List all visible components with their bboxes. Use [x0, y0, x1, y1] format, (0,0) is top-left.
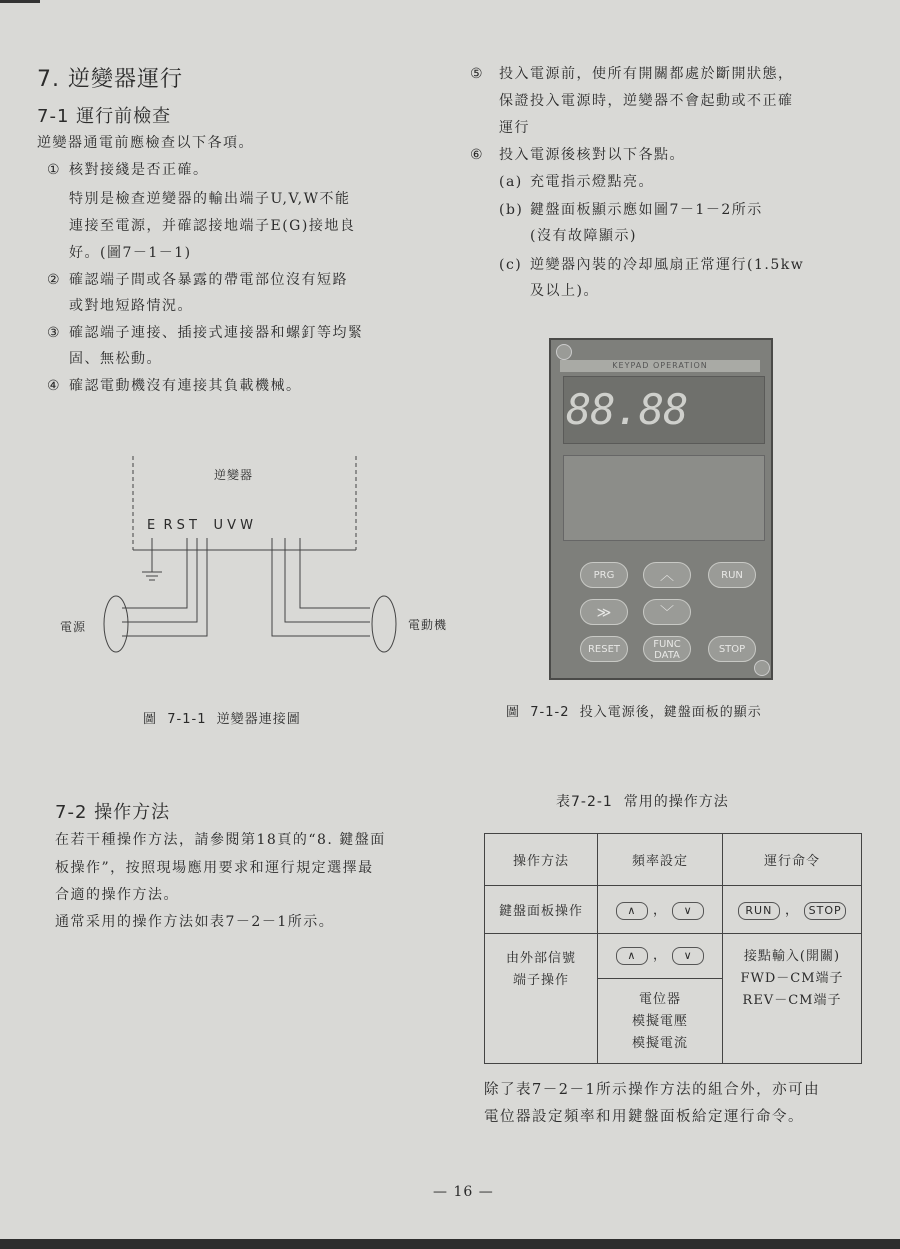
connection-diagram — [50, 450, 470, 680]
item-4-num: ④ — [47, 378, 62, 394]
row1-cmd-sep: ， — [784, 903, 799, 918]
item-2-line2: 或對地短路情況。 — [69, 298, 193, 314]
sec2-line2: 板操作”，按照現場應用要求和運行規定選擇最 — [55, 860, 374, 876]
item-6-num: ⑥ — [470, 147, 485, 163]
inverter-label: 逆變器 — [214, 468, 254, 482]
reset-key[interactable]: RESET — [580, 636, 628, 662]
down-key-icon: ∨ — [672, 947, 704, 965]
led-digits: 88.88 — [566, 385, 688, 434]
row2-cmd-line3: REV－CM端子 — [742, 993, 842, 1008]
run-key[interactable]: RUN — [708, 562, 756, 588]
item-5-num: ⑤ — [470, 66, 485, 82]
table-header-row — [485, 834, 862, 886]
motor-symbol — [372, 596, 396, 652]
item-3-line1: 確認端子連接、插接式連接器和螺釘等均緊 — [69, 325, 364, 341]
top-edge-bar — [0, 0, 40, 3]
terminal-labels: E R S T U V W — [147, 518, 254, 533]
sec2-line4: 通常采用的操作方法如表7－2－1所示。 — [55, 914, 335, 930]
lcd-window — [563, 455, 765, 541]
figure-caption-1: 圖 7-1-1 逆變器連接圖 — [143, 712, 301, 727]
alt-analog-voltage: 模擬電壓 — [631, 1014, 688, 1029]
row2-freq-keys — [598, 934, 722, 979]
row2-cmd-line1: 接點輸入(開關) — [743, 949, 841, 964]
footer-note-line1: 除了表7－2－1所示操作方法的組合外，亦可由 — [484, 1082, 821, 1098]
down-key[interactable]: ﹀ — [643, 599, 691, 625]
check-b-label: (b) — [499, 202, 524, 218]
page-number: — 16 — — [433, 1184, 494, 1200]
wire-t — [122, 538, 207, 636]
item-3-line2: 固、無松動。 — [69, 351, 162, 367]
check-a-line1: 充電指示燈點亮。 — [530, 174, 654, 190]
intro-text: 逆變器通電前應檢查以下各項。 — [37, 135, 254, 151]
item-5-line3: 運行 — [499, 120, 530, 136]
item-3-num: ③ — [47, 325, 62, 341]
alt-potentiometer: 電位器 — [638, 992, 681, 1007]
row2-cmd-line2: FWD－CM端子 — [740, 971, 844, 986]
item-5-line2: 保證投入電源時，逆變器不會起動或不正確 — [499, 93, 794, 109]
item-1-line1: 核對接綫是否正確。 — [69, 162, 209, 178]
func-key-label: FUNC — [653, 639, 681, 650]
item-6-line1: 投入電源後核對以下各點。 — [499, 147, 685, 163]
row2-freq-sep: ， — [652, 948, 667, 963]
check-c-line2: 及以上)。 — [530, 283, 599, 299]
sec2-line1: 在若干種操作方法，請參閱第18頁的“8. 鍵盤面 — [55, 832, 386, 848]
up-key-icon: ∧ — [616, 902, 648, 920]
power-label: 電源 — [60, 620, 87, 634]
wire-s — [122, 538, 197, 622]
check-b-line2: (沒有故障顯示) — [530, 228, 637, 244]
item-1-num: ① — [47, 162, 62, 178]
section-title: 7. 逆變器運行 — [37, 67, 183, 92]
screw-top-left-icon — [556, 344, 572, 360]
operation-methods-table — [484, 833, 862, 1064]
wire-r — [122, 538, 187, 608]
row2-method — [485, 934, 598, 1064]
row2-cmd — [723, 934, 862, 1064]
up-key[interactable]: ︿ — [643, 562, 691, 588]
motor-label: 電動機 — [408, 618, 448, 632]
item-4-line1: 確認電動機沒有連接其負載機械。 — [69, 378, 302, 394]
sec2-line3: 合適的操作方法。 — [55, 887, 179, 903]
check-c-line1: 逆變器內裝的冷却風扇正常運行(1.5kw — [530, 257, 805, 273]
stop-key-icon: STOP — [804, 902, 846, 920]
item-2-line1: 確認端子間或各暴露的帶電部位沒有短路 — [69, 272, 348, 288]
row1-freq — [598, 886, 723, 934]
wire-u — [272, 538, 370, 636]
row2-freq — [598, 934, 723, 1064]
item-1-line3: 連接至電源，并確認接地端子E(G)接地良 — [69, 218, 356, 234]
row2-method-line2: 端子操作 — [512, 973, 569, 988]
down-key-icon: ∨ — [672, 902, 704, 920]
bottom-edge-bar — [0, 1239, 900, 1249]
keypad-header-bar: KEYPAD OPERATION — [560, 360, 760, 372]
screw-bottom-right-icon — [754, 660, 770, 676]
header-freq: 頻率設定 — [598, 834, 723, 886]
data-key-label: DATA — [654, 650, 680, 661]
table-title: 表7-2-1 常用的操作方法 — [556, 794, 729, 810]
row2-freq-alternatives — [598, 979, 722, 1055]
header-cmd: 運行命令 — [723, 834, 862, 886]
row1-cmd — [723, 886, 862, 934]
section-7-2-title: 7-2 操作方法 — [55, 802, 171, 823]
up-key-icon: ∧ — [616, 947, 648, 965]
footer-note-line2: 電位器設定頻率和用鍵盤面板給定運行命令。 — [484, 1109, 804, 1125]
check-c-label: (c) — [499, 257, 523, 273]
stop-key[interactable]: STOP — [708, 636, 756, 662]
func-data-key[interactable] — [643, 636, 691, 662]
check-a-label: (a) — [499, 174, 523, 190]
alt-analog-current: 模擬電流 — [631, 1036, 688, 1051]
subsection-title: 7-1 運行前檢查 — [37, 106, 172, 127]
table-row — [485, 934, 862, 1064]
check-b-line1: 鍵盤面板顯示應如圖7－1－2所示 — [530, 202, 763, 218]
power-source-symbol — [104, 596, 128, 652]
item-2-num: ② — [47, 272, 62, 288]
wire-v — [285, 538, 370, 622]
table-row — [485, 886, 862, 934]
wire-w — [300, 538, 370, 608]
row1-method: 鍵盤面板操作 — [485, 886, 598, 934]
item-5-line1: 投入電源前，使所有開關都處於斷開狀態， — [499, 66, 794, 82]
header-method: 操作方法 — [485, 834, 598, 886]
prg-key[interactable]: PRG — [580, 562, 628, 588]
figure-caption-2: 圖 7-1-2 投入電源後，鍵盤面板的顯示 — [506, 705, 762, 720]
item-1-line2: 特別是檢查逆變器的輸出端子U,V,W不能 — [69, 191, 351, 207]
shift-key[interactable]: ≫ — [580, 599, 628, 625]
row1-freq-sep: ， — [652, 903, 667, 918]
run-key-icon: RUN — [738, 902, 780, 920]
item-1-line4: 好。(圖7－1－1) — [69, 245, 192, 261]
row2-method-line1: 由外部信號 — [505, 951, 576, 966]
